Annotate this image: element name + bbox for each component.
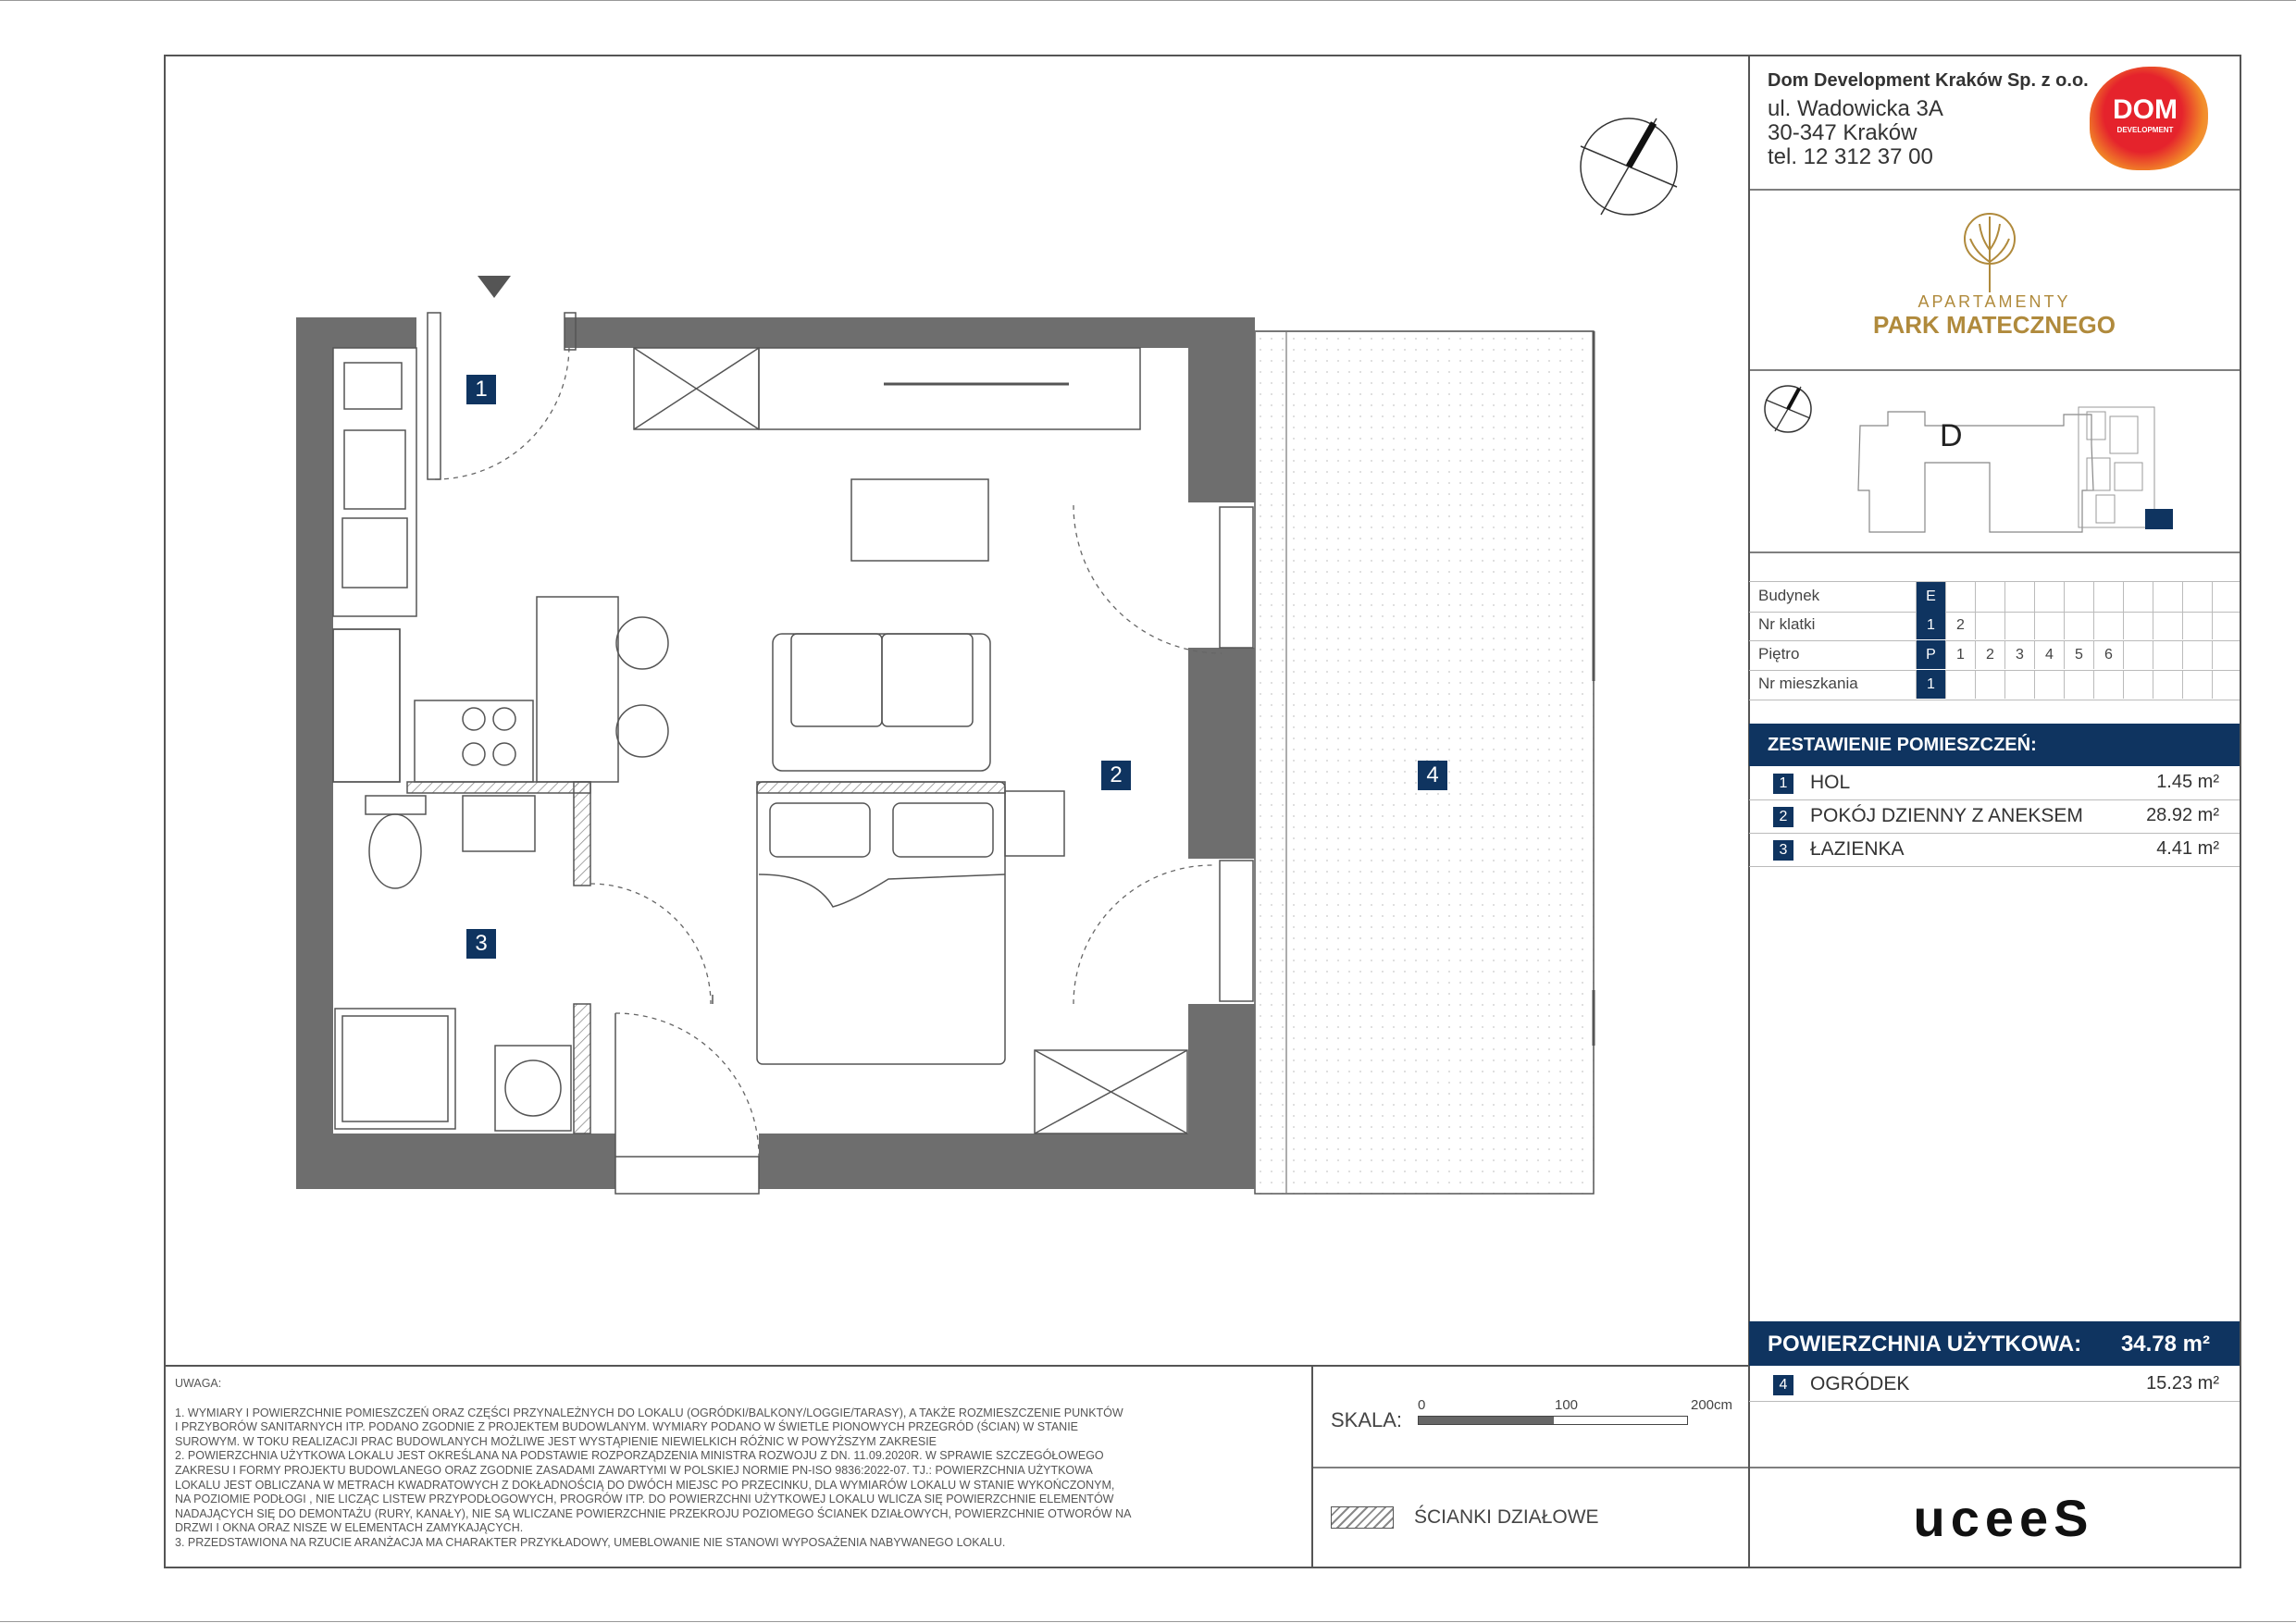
plan-label-pokoj: 2 bbox=[1101, 761, 1131, 790]
compass-icon bbox=[1581, 118, 1677, 215]
room-area: 15.23 m² bbox=[2146, 1373, 2219, 1394]
info-cell: 1 bbox=[1945, 640, 1975, 669]
room-number: 1 bbox=[1773, 774, 1793, 794]
room-name: OGRÓDEK bbox=[1810, 1373, 1910, 1394]
usable-area-value: 34.78 m² bbox=[2120, 1332, 2210, 1357]
info-cell: 5 bbox=[2064, 640, 2093, 669]
notes-heading: UWAGA: bbox=[175, 1377, 222, 1390]
company-street: ul. Wadowicka 3A bbox=[1768, 96, 1943, 121]
usable-area-bar bbox=[1749, 1321, 2240, 1366]
note-line: SUROWYM. W TOKU REALIZACJI PRAC BUDOWLANYCH MOŻLIWE JEST WYSTĄPIENIE NIEWIELKICH RÓŻNIC W POWYŻSZYM ZAKRESIE bbox=[175, 1434, 937, 1448]
room-number: 3 bbox=[1773, 840, 1793, 861]
usable-area-label: POWIERZCHNIA UŻYTKOWA: bbox=[1768, 1332, 2082, 1357]
room-area: 4.41 m² bbox=[2156, 838, 2219, 859]
logo-text: DOM bbox=[2113, 94, 2178, 125]
garden-row bbox=[1749, 1368, 2240, 1402]
info-cell: 1 bbox=[1916, 670, 1945, 699]
keyplan-compass-icon bbox=[1765, 386, 1811, 432]
rooms-header bbox=[1749, 724, 2240, 766]
scale-tick-100: 100 bbox=[1555, 1397, 1579, 1413]
company-name: Dom Development Kraków Sp. z o.o. bbox=[1768, 70, 2089, 91]
room-name: ŁAZIENKA bbox=[1810, 838, 1905, 860]
room-row bbox=[1749, 833, 2240, 867]
scale-tick-200: 200cm bbox=[1691, 1397, 1733, 1413]
info-cell: 2 bbox=[1975, 640, 2004, 669]
info-row-mieszkanie bbox=[1749, 670, 2240, 700]
note-line: 3. PRZEDSTAWIONA NA RZUCIE ARANŻACJA MA CHARAKTER PRZYKŁADOWY, UMEBLOWANIE NIE STANOWI WYPOSAŻENIA NABYWANEGO LOKALU. bbox=[175, 1535, 1006, 1549]
project-line1: APARTAMENTY bbox=[1917, 292, 2071, 311]
info-cell: E bbox=[1916, 582, 1945, 611]
info-cell: 3 bbox=[2004, 640, 2034, 669]
dom-development-logo bbox=[2090, 67, 2208, 170]
info-row-pietro bbox=[1749, 640, 2240, 671]
note-line: DRZWI I OKNA ORAZ NISZE W ELEMENTACH ZAMYKAJĄCYCH. bbox=[175, 1521, 524, 1535]
note-line: 2. POWIERZCHNIA UŻYTKOWA LOKALU JEST OKREŚLANA NA PODSTAWIE ROZPORZĄDZENIA MINISTRA ROZWOJU Z DN. 11.09.2020R. W SPRAWIE SZCZEGÓŁOWEGO bbox=[175, 1449, 1104, 1463]
rooms-header-text: ZESTAWIENIE POMIESZCZEŃ: bbox=[1768, 735, 2037, 755]
logo-subtext: DEVELOPMENT bbox=[2116, 126, 2174, 134]
scale-bar bbox=[1418, 1416, 1688, 1425]
info-label: Budynek bbox=[1758, 587, 1820, 604]
notes-block bbox=[175, 1377, 1299, 1551]
legend-label: ŚCIANKI DZIAŁOWE bbox=[1414, 1506, 1599, 1528]
room-area: 1.45 m² bbox=[2156, 772, 2219, 792]
room-row bbox=[1749, 766, 2240, 800]
scale-label: SKALA: bbox=[1331, 1408, 1403, 1431]
note-line: NA POZIOMIE PODŁOGI , NIE LICZĄC LISTEW PRZYPODŁOGOWYCH, PROGRÓW ITP. DO POWIERZCHNI UŻYTKOWEJ LOKALU WLICZA SIĘ POWIERZCHNIE ELEMENTÓW bbox=[175, 1493, 1114, 1506]
plan-label-hol: 1 bbox=[466, 375, 496, 404]
info-cell: 4 bbox=[2034, 640, 2064, 669]
legend-hatch-swatch bbox=[1331, 1506, 1394, 1529]
info-label: Piętro bbox=[1758, 645, 1800, 663]
uceees-logo: uceeS bbox=[1913, 1489, 2094, 1547]
room-row bbox=[1749, 799, 2240, 834]
tree-logo-icon bbox=[1957, 211, 2022, 292]
note-line: LOKALU JEST OBLICZANA W METRACH KWADRATOWYCH Z DOKŁADNOŚCIĄ DO DWÓCH MIEJSC PO PRZECINKU, DLA WYMIARÓW LOKALU W STANIE WYKOŃCZONYM, bbox=[175, 1478, 1115, 1492]
info-cell: P bbox=[1916, 640, 1945, 669]
info-label: Nr klatki bbox=[1758, 615, 1816, 633]
keyplan-building-letter: D bbox=[1940, 418, 1963, 453]
plan-label-lazienka: 3 bbox=[466, 929, 496, 959]
project-line2: PARK MATECZNEGO bbox=[1873, 311, 2116, 339]
note-line: 1. WYMIARY I POWIERZCHNIE POMIESZCZEŃ ORAZ CZĘŚCI PRZYNALEŻNYCH DO LOKALU (OGRÓDKI/BALKONY/LOGGIE/TARASY), A TAKŻE ROZMIESZCZENIE PUNKTÓW bbox=[175, 1406, 1123, 1419]
company-city: 30-347 Kraków bbox=[1768, 120, 1917, 145]
room-name: POKÓJ DZIENNY Z ANEKSEM bbox=[1810, 805, 2083, 826]
plan-label-ogrodek: 4 bbox=[1418, 761, 1447, 790]
room-number: 2 bbox=[1773, 807, 1793, 827]
info-row-klatka bbox=[1749, 611, 2240, 641]
info-cell: 1 bbox=[1916, 611, 1945, 639]
room-area: 28.92 m² bbox=[2146, 805, 2219, 825]
info-label: Nr mieszkania bbox=[1758, 675, 1858, 692]
info-cell: 2 bbox=[1945, 611, 1975, 639]
note-line: ZAKRESU I FORMY PROJEKTU BUDOWLANEGO ORAZ ZGODNIE ZASADAMI ZAWARTYMI W POLSKIEJ NORMIE PN-ISO 9836:2022-07. TJ.: POWIERZCHNIA UŻYTKOWA bbox=[175, 1463, 1093, 1477]
note-line: I PRZYBORÓW SANITARNYCH ITP. PODANO ZGODNIE Z PROJEKTEM BUDOWLANYM. WYMIARY PODANO W ŚWIETLE PIONOWYCH PRZEGRÓD (ŚCIAN) W STANIE bbox=[175, 1420, 1079, 1434]
note-line: NADAJĄCYCH SIĘ DO DEMONTAŻU (RURY, KANAŁY), NIE SĄ WLICZANE POWIERZCHNIE PRZEKROJU POZIOMEGO ŚCIANEK DZIAŁOWYCH, POWIERZCHNIE OTWORÓW NA bbox=[175, 1506, 1132, 1520]
room-name: HOL bbox=[1810, 772, 1851, 793]
info-row-budynek bbox=[1749, 581, 2240, 613]
scale-tick-0: 0 bbox=[1418, 1397, 1426, 1413]
room-number: 4 bbox=[1773, 1375, 1793, 1395]
info-cell: 6 bbox=[2093, 640, 2123, 669]
company-phone: tel. 12 312 37 00 bbox=[1768, 144, 1933, 169]
